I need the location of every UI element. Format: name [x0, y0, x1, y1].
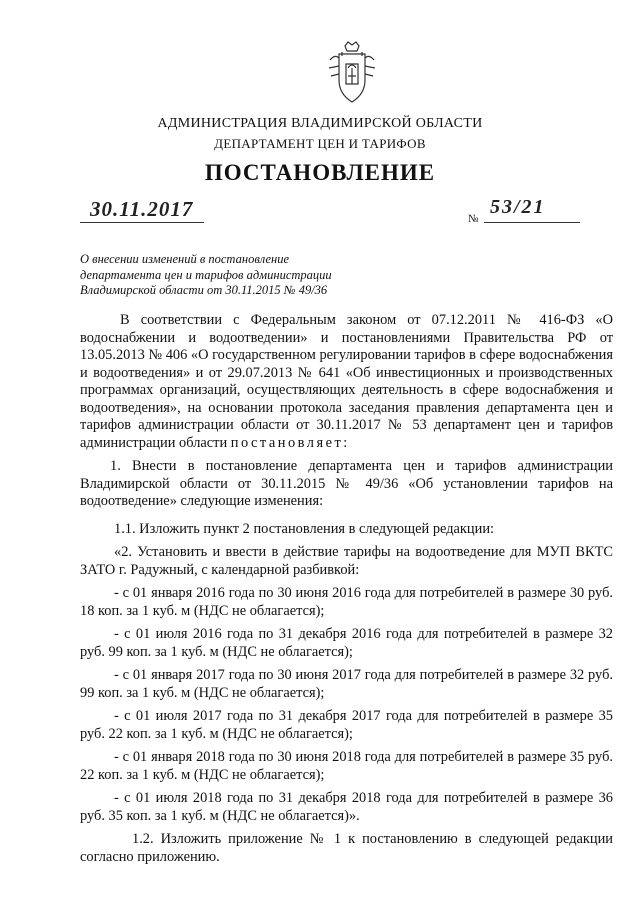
document-title: ПОСТАНОВЛЕНИЕ: [204, 160, 436, 185]
coat-of-arms-icon: [327, 40, 377, 106]
date-underline: [80, 222, 204, 223]
preamble-text: В соответствии с Федеральным законом от 07.12.2011 № 416-ФЗ «О водоснабжении и водоотведении» и постановлениями Правительства РФ от 13.05.2013 № 406 «О государственном регулировании тарифов в сфере водоснабжения и водоотведения» и от 29.07.2013 № 641 «Об инвестиционных и производственных программах организаций, осуществляющих деятельность в сфере водоснабжения и водоотведения», на основании протокола заседания правления департамента цен и тарифов администрации области от 30.11.2017 № 53 департамент цен и тарифов администрации области: [80, 312, 613, 451]
item-1-1: 1.1. Изложить пункт 2 постановления в следующей редакции:: [114, 520, 495, 537]
tariff-line: - с 01 июля 2018 года по 31 декабря 2018 года для потребителей в размере 36 руб. 35 коп. за 1 куб. м (НДС не облагается)».: [80, 790, 613, 824]
item-1-2: 1.2. Изложить приложение № 1 к постановлению в следующей редакции согласно приложению.: [80, 831, 613, 865]
number-label: №: [468, 213, 479, 225]
tariff-line: - с 01 января 2016 года по 30 июня 2016 года для потребителей в размере 30 руб. 18 коп. за 1 куб. м (НДС не облагается);: [80, 585, 613, 619]
tariff-line: - с 01 января 2018 года по 30 июня 2018 года для потребителей в размере 35 руб. 22 коп. за 1 куб. м (НДС не облагается);: [80, 749, 613, 783]
preamble-paragraph: [80, 312, 613, 452]
department-name: ДЕПАРТАМЕНТ ЦЕН И ТАРИФОВ: [214, 136, 426, 151]
item-1: 1. Внести в постановление департамента цен и тарифов администрации Владимирской области от 30.11.2015 № 49/36 «Об установлении тарифов на водоотведение» следующие изменения:: [80, 458, 613, 509]
tariff-line: - с 01 июля 2016 года по 31 декабря 2016 года для потребителей в размере 32 руб. 99 коп. за 1 куб. м (НДС не облагается);: [80, 626, 613, 660]
item-2-quote: «2. Установить и ввести в действие тарифы на водоотведение для МУП ВКТС ЗАТО г. Радужный, с календарной разбивкой:: [80, 544, 613, 578]
document-date: 30.11.2017: [90, 197, 194, 221]
subject-line: Владимирской области от 30.11.2015 № 49/36: [80, 283, 328, 297]
subject-line: департамента цен и тарифов администрации: [80, 267, 332, 282]
subject-line: О внесении изменений в постановление: [80, 252, 290, 266]
tariff-line: - с 01 июля 2017 года по 31 декабря 2017 года для потребителей в размере 35 руб. 22 коп. за 1 куб. м (НДС не облагается);: [80, 708, 613, 742]
organization-name: АДМИНИСТРАЦИЯ ВЛАДИМИРСКОЙ ОБЛАСТИ: [157, 116, 483, 131]
document-number: 53/21: [490, 196, 546, 218]
decree-word: постановляет:: [230, 434, 350, 451]
document-body: [80, 312, 613, 872]
document-subject: [80, 252, 332, 299]
tariff-line: - с 01 января 2017 года по 30 июня 2017 года для потребителей в размере 32 руб. 99 коп. за 1 куб. м (НДС не облагается);: [80, 667, 613, 701]
number-underline: [484, 222, 580, 223]
